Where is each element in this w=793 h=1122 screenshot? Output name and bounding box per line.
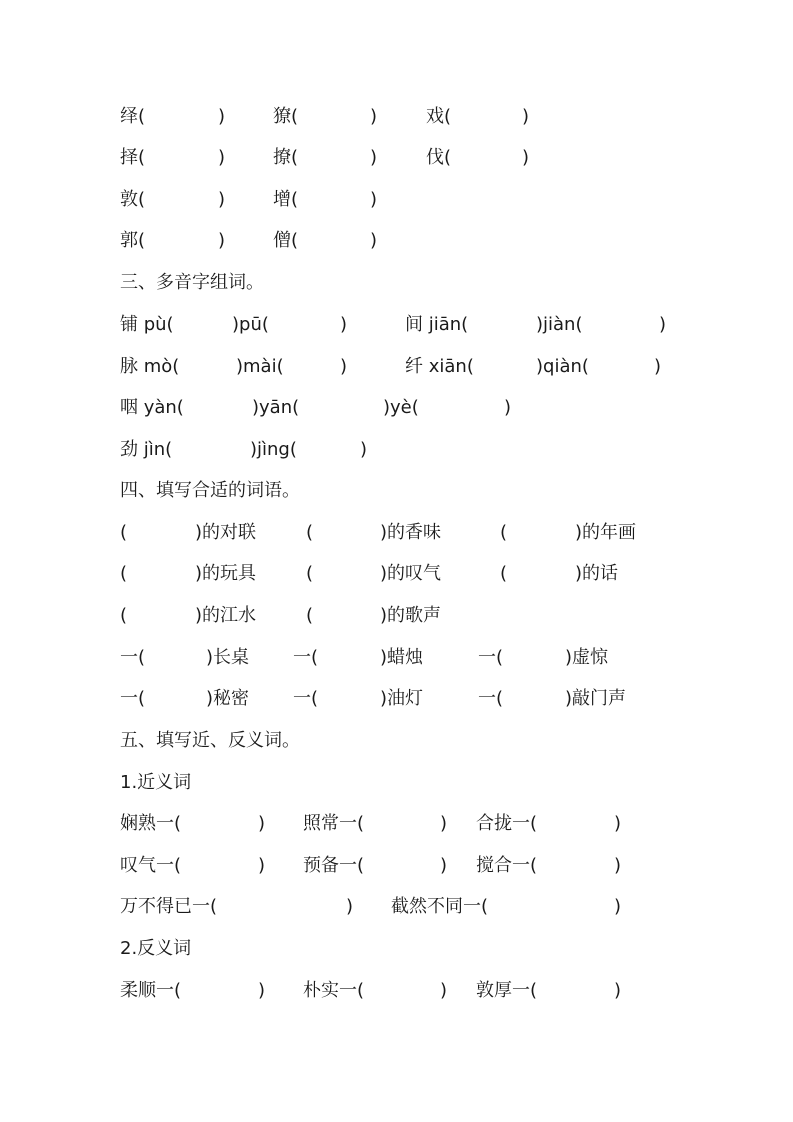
line-segment: ): [370, 189, 378, 210]
line-segment: ): [346, 896, 354, 917]
line-segment: )的年画: [575, 522, 637, 543]
line-segment: ): [218, 147, 226, 168]
line-segment: 纤 xiān(: [405, 356, 474, 377]
line-segment: 劲 jìn(: [120, 439, 173, 460]
worksheet-line: [0, 144, 793, 172]
line-segment: 伐(: [426, 147, 452, 168]
line-segment: )敲门声: [565, 688, 627, 709]
line-segment: ): [654, 356, 662, 377]
line-segment: )的对联: [195, 522, 257, 543]
worksheet-line: [0, 353, 793, 381]
line-segment: ): [258, 980, 266, 1001]
line-segment: 朴实一(: [303, 980, 365, 1001]
line-segment: ): [440, 980, 448, 1001]
worksheet-line: [0, 227, 793, 255]
line-segment: )秘密: [206, 688, 250, 709]
line-segment: 五、填写近、反义词。: [120, 730, 300, 751]
line-segment: ): [258, 855, 266, 876]
line-segment: 一(: [478, 647, 504, 668]
worksheet-line: [0, 644, 793, 672]
worksheet-line: [0, 602, 793, 630]
line-segment: 照常一(: [303, 813, 365, 834]
line-segment: ): [370, 106, 378, 127]
line-segment: (: [120, 522, 128, 543]
line-segment: (: [306, 605, 314, 626]
line-segment: 间 jiān(: [405, 314, 469, 335]
line-segment: 2.反义词: [120, 938, 192, 959]
line-segment: ): [440, 855, 448, 876]
worksheet-line: [0, 935, 793, 963]
line-segment: )的叹气: [380, 563, 442, 584]
line-segment: ): [522, 106, 530, 127]
line-segment: 1.近义词: [120, 772, 192, 793]
line-segment: 娴熟一(: [120, 813, 182, 834]
line-segment: 脉 mò(: [120, 356, 180, 377]
line-segment: ): [340, 314, 348, 335]
worksheet-line: [0, 311, 793, 339]
line-segment: 柔顺一(: [120, 980, 182, 1001]
line-segment: 一(: [120, 647, 146, 668]
line-segment: 一(: [293, 688, 319, 709]
worksheet-line: [0, 977, 793, 1005]
line-segment: ): [504, 397, 512, 418]
line-segment: )yān(: [252, 397, 300, 418]
line-segment: 万不得已一(: [120, 896, 218, 917]
line-segment: )pū(: [232, 314, 269, 335]
worksheet-line: [0, 477, 793, 505]
line-segment: ): [340, 356, 348, 377]
worksheet-line: [0, 685, 793, 713]
line-segment: )虚惊: [565, 647, 609, 668]
worksheet-line: [0, 186, 793, 214]
line-segment: 戏(: [426, 106, 452, 127]
worksheet-line: [0, 436, 793, 464]
line-segment: 一(: [293, 647, 319, 668]
line-segment: 撩(: [273, 147, 299, 168]
line-segment: )油灯: [380, 688, 424, 709]
line-segment: 搅合一(: [476, 855, 538, 876]
line-segment: (: [306, 522, 314, 543]
line-segment: 咽 yàn(: [120, 397, 184, 418]
line-segment: 一(: [478, 688, 504, 709]
line-segment: ): [370, 230, 378, 251]
line-segment: ): [614, 896, 622, 917]
line-segment: ): [614, 855, 622, 876]
line-segment: ): [370, 147, 378, 168]
line-segment: (: [500, 522, 508, 543]
line-segment: )长桌: [206, 647, 250, 668]
worksheet-line: [0, 519, 793, 547]
line-segment: )蜡烛: [380, 647, 424, 668]
line-segment: )qiàn(: [536, 356, 589, 377]
line-segment: 獠(: [273, 106, 299, 127]
worksheet-line: [0, 269, 793, 297]
worksheet-line: [0, 893, 793, 921]
line-segment: 增(: [273, 189, 299, 210]
line-segment: 绎(: [120, 106, 146, 127]
line-segment: ): [659, 314, 667, 335]
worksheet-line: [0, 727, 793, 755]
line-segment: )的玩具: [195, 563, 257, 584]
line-segment: ): [614, 813, 622, 834]
line-segment: ): [218, 106, 226, 127]
line-segment: )yè(: [383, 397, 419, 418]
worksheet-line: [0, 560, 793, 588]
line-segment: (: [120, 563, 128, 584]
line-segment: ): [258, 813, 266, 834]
line-segment: 叹气一(: [120, 855, 182, 876]
line-segment: ): [440, 813, 448, 834]
line-segment: (: [306, 563, 314, 584]
line-segment: )jìng(: [250, 439, 297, 460]
line-segment: )jiàn(: [536, 314, 583, 335]
worksheet-line: [0, 810, 793, 838]
line-segment: 僧(: [273, 230, 299, 251]
worksheet-line: [0, 852, 793, 880]
line-segment: 三、多音字组词。: [120, 272, 264, 293]
line-segment: 敦厚一(: [476, 980, 538, 1001]
line-segment: 敦(: [120, 189, 146, 210]
line-segment: (: [500, 563, 508, 584]
line-segment: ): [218, 189, 226, 210]
line-segment: ): [218, 230, 226, 251]
line-segment: )的话: [575, 563, 619, 584]
line-segment: 合拢一(: [476, 813, 538, 834]
worksheet-line: [0, 769, 793, 797]
line-segment: )mài(: [236, 356, 284, 377]
line-segment: ): [522, 147, 530, 168]
line-segment: (: [120, 605, 128, 626]
line-segment: 郭(: [120, 230, 146, 251]
line-segment: 四、填写合适的词语。: [120, 480, 300, 501]
line-segment: )的香味: [380, 522, 442, 543]
line-segment: 预备一(: [303, 855, 365, 876]
line-segment: )的江水: [195, 605, 257, 626]
worksheet-line: [0, 103, 793, 131]
line-segment: ): [360, 439, 368, 460]
line-segment: ): [614, 980, 622, 1001]
worksheet-line: [0, 394, 793, 422]
line-segment: 铺 pù(: [120, 314, 174, 335]
line-segment: )的歌声: [380, 605, 442, 626]
line-segment: 择(: [120, 147, 146, 168]
line-segment: 截然不同一(: [391, 896, 489, 917]
line-segment: 一(: [120, 688, 146, 709]
